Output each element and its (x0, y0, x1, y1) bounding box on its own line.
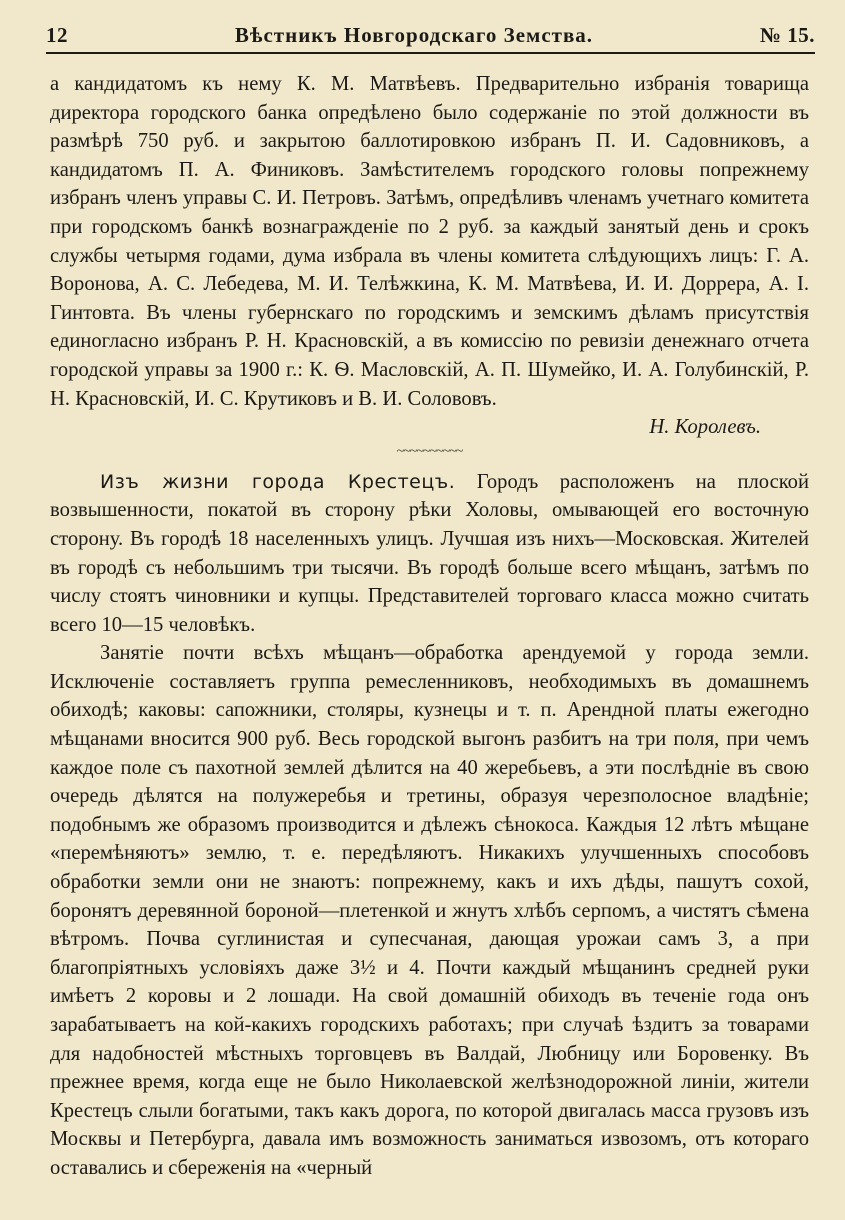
issue-number: № 15. (759, 22, 815, 47)
author-signature: Н. Королевъ. (649, 416, 761, 439)
section-divider: ~~~~~~~~~~ (396, 443, 463, 459)
header-rule (46, 52, 815, 54)
article-2-para1-text: Городъ расположенъ на плоской возвышенности, покатой въ сторону рѣки Холовы, омывающей его восточную сторону. Въ городѣ 18 населенныхъ улицъ. Лучшая изъ нихъ—Московская. Жителей въ городѣ съ небольшимъ три тысячи. Въ городѣ больше всего мѣщанъ, затѣмъ по числу стоятъ чиновники и купцы. Представителей торговаго класса можно считать всего 10—15 человѣкъ. (50, 470, 809, 636)
page-number: 12 (46, 22, 68, 47)
article-2-heading: Изъ жизни города Крестецъ. (100, 470, 456, 493)
page-header (46, 20, 815, 50)
periodical-title: Вѣстникъ Новгородскаго Земства. (234, 22, 594, 47)
article-1-text: а кандидатомъ къ нему К. М. Матвѣевъ. Предварительно избранія товарища директора городского банка опредѣлено было содержаніе по этой должности въ размѣрѣ 750 руб. и закрытою баллотировкою избранъ П. И. Садовниковъ, а кандидатомъ П. А. Финиковъ. Замѣстителемъ городского головы попрежнему избранъ членъ управы С. И. Петровъ. Затѣмъ, опредѣливъ членамъ учетнаго комитета при городскомъ банкѣ вознагражденіе по 2 руб. за каждый занятый день и срокъ службы четырмя годами, дума избрала въ члены комитета слѣдующихъ лицъ: Г. А. Воронова, А. С. Лебедева, М. И. Телѣжкина, К. М. Матвѣева, И. И. Доррера, А. І. Гинтовта. Въ члены губернскаго по городскимъ и земскимъ дѣламъ присутствія единогласно избранъ Р. Н. Красновскій, а въ комиссію по ревизіи денежнаго отчета городской управы за 1900 г.: К. Ѳ. Масловскій, А. П. Шумейко, И. А. Голубинскій, Р. Н. Красновскій, И. С. Крутиковъ и В. И. Солововъ. (50, 73, 809, 410)
article-2-paragraph-2: Занятіе почти всѣхъ мѣщанъ—обработка арендуемой у города земли. Исключеніе составляетъ группа ремесленниковъ, необходимыхъ въ домашнемъ обиходѣ; каковы: сапожники, столяры, кузнецы и т. п. Арендной платы ежегодно мѣщанами вносится 900 руб. Весь городской выгонъ разбитъ на три поля, при чемъ каждое поле съ пахотной землей дѣлится на 40 жеребьевъ, а эти послѣдніе въ свою очередь дѣлятся на полужеребья и третины, образуя черезполосное владѣніе; подобнымъ же образомъ производится и дѣлежъ сѣнокоса. Каждыя 12 лѣтъ мѣщане «перемѣняютъ» землю, т. е. передѣляютъ. Никакихъ улучшенныхъ способовъ обработки земли они не знаютъ: попрежнему, какъ и ихъ дѣды, пашутъ сохой, боронятъ деревянной бороной—плетенкой и жнутъ хлѣбъ серпомъ, а чистятъ сѣмена вѣтромъ. Почва суглинистая и супесчаная, дающая урожаи самъ 3, а при благопріятныхъ условіяхъ даже 3½ и 4. Почти каждый мѣщанинъ средней руки имѣетъ 2 коровы и 2 лошади. На свой домашній обиходъ въ теченіе года онъ зарабатываетъ на кой-какихъ городскихъ работахъ; при случаѣ ѣздитъ за товарами для надобностей мѣстныхъ торговцевъ въ Валдай, Любницу или Боровенку. Въ прежнее время, когда еще не было Николаевской желѣзнодорожной линіи, жители Крестецъ слыли богатыми, такъ какъ дорога, по которой двигалась масса грузовъ изъ Москвы и Петербурга, давала имъ возможность заниматься извозомъ, отъ котораго оставались и сбереженія на «черный (50, 642, 809, 1179)
article-2-paragraph-1 (50, 468, 809, 640)
page-body (50, 70, 809, 1183)
